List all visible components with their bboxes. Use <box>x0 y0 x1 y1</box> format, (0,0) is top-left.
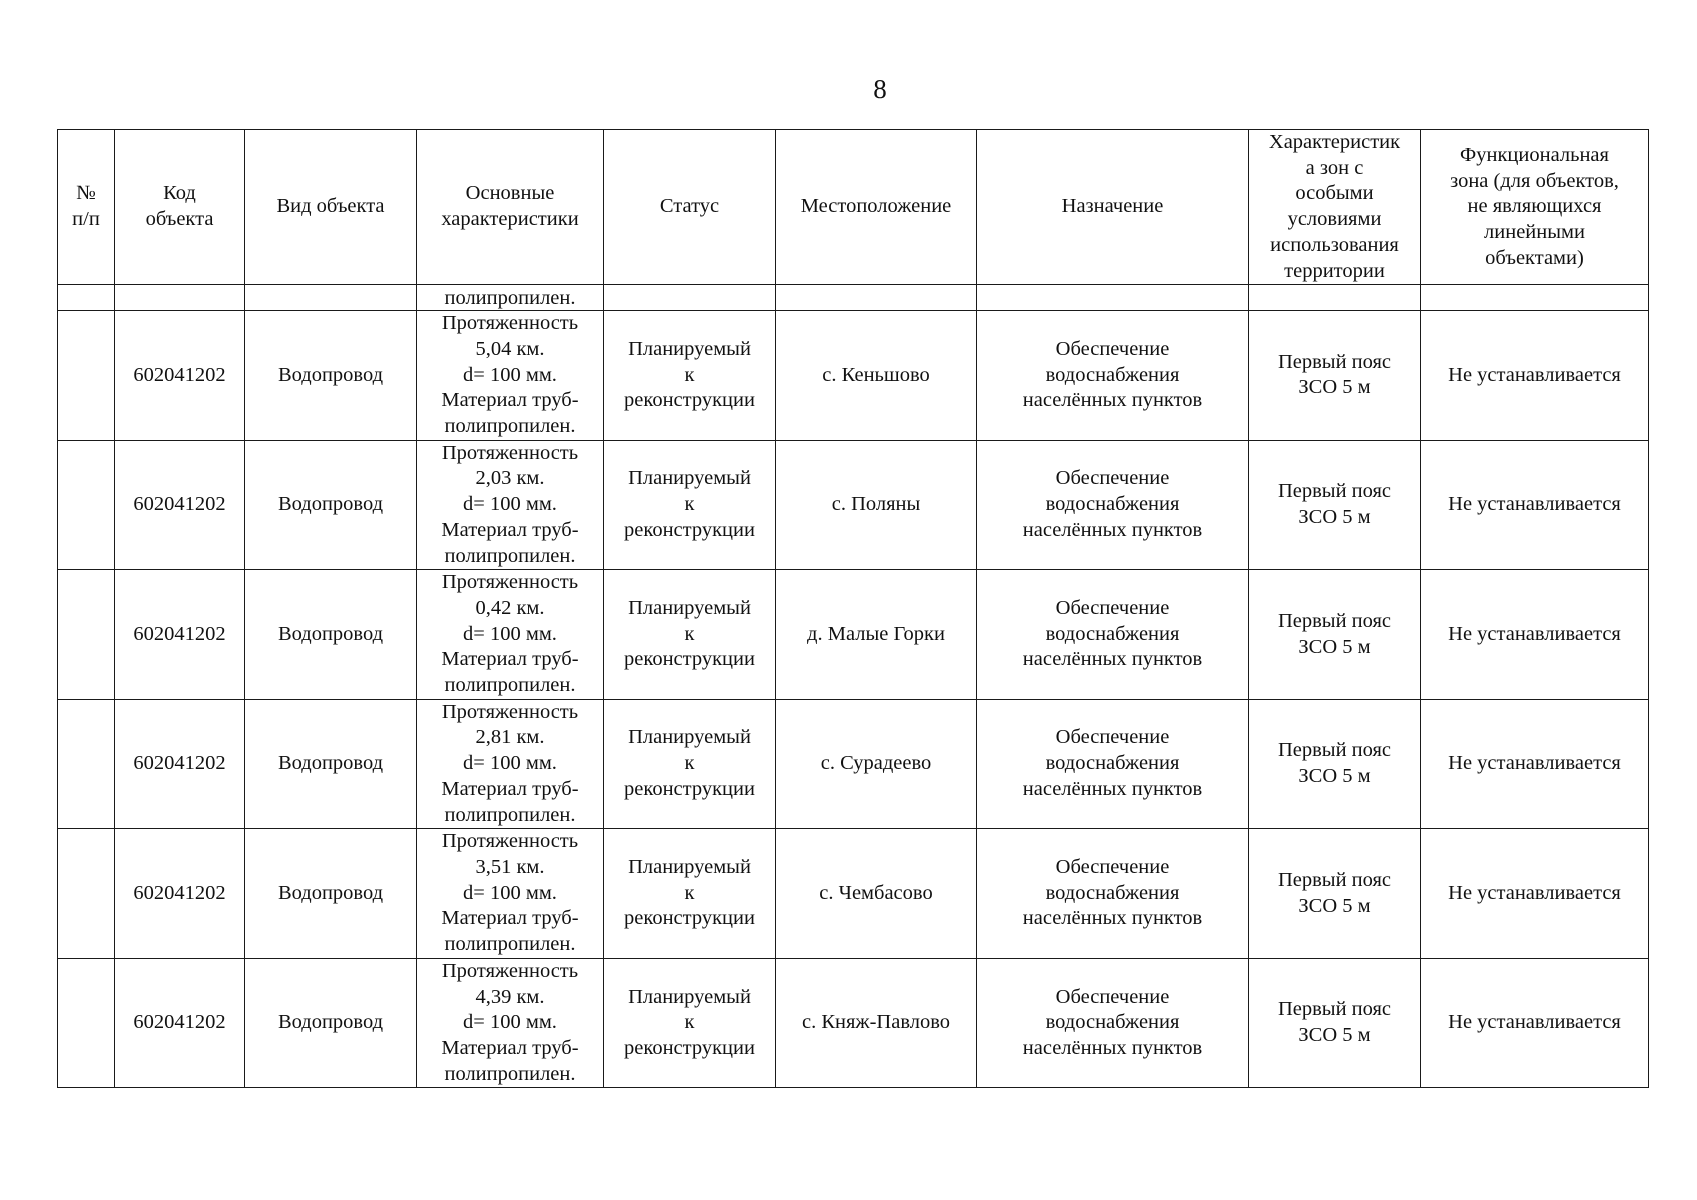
continuation-cell-empty <box>776 285 977 311</box>
table-row <box>58 829 1649 959</box>
cell-code: 602041202 <box>115 829 245 959</box>
text-line: ЗСО 5 м <box>1298 765 1371 788</box>
text-line: Планируемый <box>628 596 751 619</box>
text-line: населённых пунктов <box>1022 648 1203 671</box>
cell-location: с. Чембасово <box>776 829 977 959</box>
continuation-cell-empty <box>115 285 245 311</box>
text-line: характеристики <box>441 208 579 231</box>
text-line: Первый пояс <box>1277 998 1392 1021</box>
text-line: водоснабжения <box>1045 622 1180 645</box>
cell-code: 602041202 <box>115 699 245 829</box>
text-line: населённых пунктов <box>1022 1036 1203 1059</box>
cell-purpose <box>977 829 1249 959</box>
text-line: Статус <box>659 195 720 218</box>
text-line: d= 100 мм. <box>463 752 557 775</box>
text-line: ЗСО 5 м <box>1298 894 1371 917</box>
text-line: реконструкции <box>624 389 755 412</box>
continuation-row <box>58 285 1649 311</box>
cell-characteristics <box>417 311 604 441</box>
text-line: d= 100 мм. <box>463 622 557 645</box>
cell-characteristics <box>417 570 604 700</box>
text-line: к <box>684 493 695 516</box>
text-line: Обеспечение <box>1055 337 1170 360</box>
continuation-cell-empty <box>1421 285 1649 311</box>
text-line: зона (для объектов, <box>1450 169 1619 192</box>
header-zones <box>1249 130 1421 285</box>
text-line: Вид объекта <box>276 195 385 218</box>
cell-type: Водопровод <box>245 699 417 829</box>
cell-type: Водопровод <box>245 958 417 1088</box>
header-characteristics <box>417 130 604 285</box>
text-line: Материал труб- <box>441 518 579 541</box>
table-row <box>58 570 1649 700</box>
text-line: d= 100 мм. <box>463 881 557 904</box>
text-line: Первый пояс <box>1277 868 1392 891</box>
text-line: Протяженность <box>441 830 579 853</box>
cell-code: 602041202 <box>115 570 245 700</box>
text-line: Обеспечение <box>1055 726 1170 749</box>
cell-characteristics <box>417 958 604 1088</box>
cell-purpose <box>977 440 1249 570</box>
cell-num <box>58 699 115 829</box>
text-line: Первый пояс <box>1277 480 1392 503</box>
text-line: Назначение <box>1061 195 1164 218</box>
cell-num <box>58 440 115 570</box>
cell-num <box>58 958 115 1088</box>
text-line: Обеспечение <box>1055 596 1170 619</box>
table-row <box>58 958 1649 1088</box>
continuation-cell-text: полипропилен. <box>417 285 604 311</box>
text-line: 4,39 км. <box>475 985 545 1008</box>
continuation-cell-empty <box>58 285 115 311</box>
text-line: Первый пояс <box>1277 609 1392 632</box>
text-line: Протяженность <box>441 571 579 594</box>
text-line: а зон с <box>1305 156 1364 179</box>
text-line: особыми <box>1295 182 1374 205</box>
text-line: 2,03 км. <box>475 467 545 490</box>
text-line: к <box>684 363 695 386</box>
cell-zones <box>1249 829 1421 959</box>
cell-characteristics <box>417 440 604 570</box>
cell-status <box>604 570 776 700</box>
continuation-cell-empty <box>604 285 776 311</box>
text-line: водоснабжения <box>1045 493 1180 516</box>
text-line: линейными <box>1484 220 1585 243</box>
text-line: не являющихся <box>1467 195 1602 218</box>
cell-purpose <box>977 311 1249 441</box>
text-line: водоснабжения <box>1045 752 1180 775</box>
text-line: водоснабжения <box>1045 881 1180 904</box>
page-number: 8 <box>873 74 887 104</box>
text-line: Функциональная <box>1460 143 1609 166</box>
cell-location: с. Поляны <box>776 440 977 570</box>
text-line: полипропилен. <box>444 803 576 826</box>
cell-status <box>604 958 776 1088</box>
text-line: полипропилен. <box>444 1062 576 1085</box>
text-line: к <box>684 622 695 645</box>
objects-table <box>57 129 1649 1088</box>
text-line: d= 100 мм. <box>463 1011 557 1034</box>
text-line: населённых пунктов <box>1022 389 1203 412</box>
text-line: ЗСО 5 м <box>1298 635 1371 658</box>
text-line: реконструкции <box>624 777 755 800</box>
cell-status <box>604 829 776 959</box>
text-line: Планируемый <box>628 855 751 878</box>
text-line: Первый пояс <box>1277 739 1392 762</box>
cell-status <box>604 311 776 441</box>
text-line: Материал труб- <box>441 907 579 930</box>
text-line: Планируемый <box>628 337 751 360</box>
text-line: населённых пунктов <box>1022 518 1203 541</box>
text-line: использования <box>1270 233 1399 256</box>
cell-type: Водопровод <box>245 570 417 700</box>
cell-purpose <box>977 570 1249 700</box>
text-line: ЗСО 5 м <box>1298 1024 1371 1047</box>
text-line: d= 100 мм. <box>463 363 557 386</box>
cell-zones <box>1249 958 1421 1088</box>
cell-num <box>58 570 115 700</box>
text-line: к <box>684 752 695 775</box>
cell-functional-zone: Не устанавливается <box>1421 440 1649 570</box>
continuation-cell-empty <box>1249 285 1421 311</box>
text-line: объектами) <box>1485 246 1584 269</box>
cell-code: 602041202 <box>115 311 245 441</box>
text-line: ЗСО 5 м <box>1298 376 1371 399</box>
cell-zones <box>1249 440 1421 570</box>
text-line: Протяженность <box>441 312 579 335</box>
text-line: Обеспечение <box>1055 985 1170 1008</box>
text-line: полипропилен. <box>444 415 576 438</box>
text-line: Планируемый <box>628 467 751 490</box>
cell-functional-zone: Не устанавливается <box>1421 570 1649 700</box>
text-line: к <box>684 1011 695 1034</box>
header-status <box>604 130 776 285</box>
text-line: d= 100 мм. <box>463 493 557 516</box>
text-line: Характеристик <box>1268 131 1401 153</box>
cell-characteristics <box>417 829 604 959</box>
table-row <box>58 440 1649 570</box>
cell-location: д. Малые Горки <box>776 570 977 700</box>
cell-type: Водопровод <box>245 311 417 441</box>
text-line: водоснабжения <box>1045 363 1180 386</box>
continuation-cell-empty <box>977 285 1249 311</box>
cell-functional-zone: Не устанавливается <box>1421 699 1649 829</box>
header-type <box>245 130 417 285</box>
cell-location: с. Кеньшово <box>776 311 977 441</box>
cell-functional-zone: Не устанавливается <box>1421 311 1649 441</box>
text-line: Планируемый <box>628 985 751 1008</box>
text-line: условиями <box>1287 208 1382 231</box>
text-line: 3,51 км. <box>475 855 545 878</box>
text-line: Первый пояс <box>1277 350 1392 373</box>
text-line: населённых пунктов <box>1022 907 1203 930</box>
cell-functional-zone: Не устанавливается <box>1421 829 1649 959</box>
text-line: полипропилен. <box>444 674 576 697</box>
header-purpose <box>977 130 1249 285</box>
header-num <box>58 130 115 285</box>
text-line: водоснабжения <box>1045 1011 1180 1034</box>
text-line: 0,42 км. <box>475 596 545 619</box>
text-line: населённых пунктов <box>1022 777 1203 800</box>
table-row <box>58 699 1649 829</box>
text-line: Местоположение <box>800 195 952 218</box>
cell-functional-zone: Не устанавливается <box>1421 958 1649 1088</box>
header-code <box>115 130 245 285</box>
text-line: полипропилен. <box>444 933 576 956</box>
text-line: полипропилен. <box>444 544 576 567</box>
text-line: реконструкции <box>624 1036 755 1059</box>
text-line: Протяженность <box>441 959 579 982</box>
text-line: Обеспечение <box>1055 467 1170 490</box>
header-location <box>776 130 977 285</box>
cell-type: Водопровод <box>245 440 417 570</box>
text-line: Планируемый <box>628 726 751 749</box>
cell-status <box>604 699 776 829</box>
text-line: 2,81 км. <box>475 726 545 749</box>
cell-location: с. Княж-Павлово <box>776 958 977 1088</box>
text-line: реконструкции <box>624 518 755 541</box>
cell-code: 602041202 <box>115 440 245 570</box>
cell-zones <box>1249 699 1421 829</box>
cell-type: Водопровод <box>245 829 417 959</box>
continuation-cell-empty <box>245 285 417 311</box>
text-line: № <box>76 182 96 205</box>
text-line: Протяженность <box>441 441 579 464</box>
header-functional-zone <box>1421 130 1649 285</box>
cell-num <box>58 311 115 441</box>
text-line: 5,04 км. <box>475 337 545 360</box>
text-line: Материал труб- <box>441 1036 579 1059</box>
text-line: Протяженность <box>441 700 579 723</box>
text-line: Основные <box>465 182 555 205</box>
text-line: Обеспечение <box>1055 855 1170 878</box>
text-line: Материал труб- <box>441 389 579 412</box>
text-line: ЗСО 5 м <box>1298 505 1371 528</box>
cell-location: с. Сурадеево <box>776 699 977 829</box>
text-line: Материал труб- <box>441 648 579 671</box>
text-line: реконструкции <box>624 907 755 930</box>
text-line: территории <box>1284 259 1385 282</box>
cell-characteristics <box>417 699 604 829</box>
text-line: Материал труб- <box>441 777 579 800</box>
cell-zones <box>1249 570 1421 700</box>
table-row <box>58 311 1649 441</box>
text-line: к <box>684 881 695 904</box>
text-line: Код <box>163 182 196 205</box>
cell-purpose <box>977 699 1249 829</box>
cell-code: 602041202 <box>115 958 245 1088</box>
cell-status <box>604 440 776 570</box>
table-header-row <box>58 130 1649 285</box>
text-line: объекта <box>145 208 214 231</box>
cell-zones <box>1249 311 1421 441</box>
cell-purpose <box>977 958 1249 1088</box>
text-line: п/п <box>72 208 100 231</box>
text-line: реконструкции <box>624 648 755 671</box>
cell-num <box>58 829 115 959</box>
